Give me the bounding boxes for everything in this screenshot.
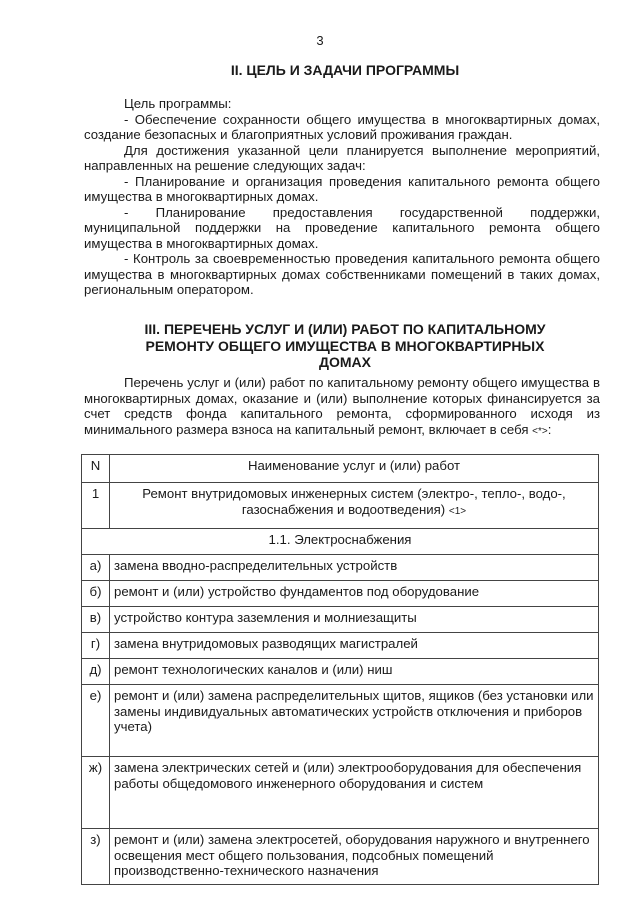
- table-row: [82, 685, 599, 757]
- item-text: ремонт и (или) устройство фундаментов под оборудование: [110, 581, 599, 607]
- item-letter: з): [82, 829, 110, 885]
- item-letter: г): [82, 633, 110, 659]
- goal-label: Цель программы:: [124, 96, 232, 111]
- subsection-title: 1.1. Электроснабжения: [82, 529, 599, 555]
- task-item: - Планирование и организация проведения капитального ремонта общего имущества в многоквартирных домах.: [84, 173, 600, 204]
- table-header-row: [82, 455, 599, 483]
- table-row: [82, 659, 599, 685]
- item-text: устройство контура заземления и молниезащиты: [110, 607, 599, 633]
- item-text: замена вводно-распределительных устройств: [110, 555, 599, 581]
- item-text: ремонт и (или) замена распределительных щитов, ящиков (без установки или замены индивидуальных автоматических устройств отключения и приборов учета): [110, 685, 599, 757]
- row-number: 1: [82, 483, 110, 529]
- row-1-text: Ремонт внутридомовых инженерных систем (электро-, тепло-, водо-, газоснабжения и водоотведения): [142, 486, 566, 517]
- row-name: [110, 483, 599, 529]
- col-number-header: N: [82, 455, 110, 483]
- item-text: ремонт и (или) замена электросетей, оборудования наружного и внутреннего освещения мест общего пользования, подсобных помещений производственно-технического назначения: [110, 829, 599, 885]
- table-row: [82, 829, 599, 885]
- section-3-intro-text: Перечень услуг и (или) работ по капитальному ремонту общего имущества в многоквартирных домах, оказание и (или) выполнение которых финансируется за счет средств фонда капитального ремонта, сформированного исходя из минимального размера взноса на капитальный ремонт, включает в себя: [84, 375, 600, 437]
- item-text: замена внутридомовых разводящих магистралей: [110, 633, 599, 659]
- item-text: ремонт технологических каналов и (или) ниш: [110, 659, 599, 685]
- item-letter: д): [82, 659, 110, 685]
- page-number: 3: [316, 33, 324, 48]
- services-table: [81, 454, 599, 885]
- tasks-intro: Для достижения указанной цели планируется выполнение мероприятий, направленных на решение следующих задач:: [84, 142, 600, 173]
- item-letter: в): [82, 607, 110, 633]
- task-item: - Планирование предоставления государственной поддержки, муниципальной поддержки на проведение капитального ремонта общего имущества в многоквартирных домах.: [84, 204, 600, 251]
- table-row: [82, 757, 599, 829]
- item-letter: б): [82, 581, 110, 607]
- section-3-heading: III. ПЕРЕЧЕНЬ УСЛУГ И (ИЛИ) РАБОТ ПО КАПИТАЛЬНОМУ РЕМОНТУ ОБЩЕГО ИМУЩЕСТВА В МНОГОКВАРТИРНЫХ ДОМАХ: [144, 321, 546, 370]
- table-row: [82, 555, 599, 581]
- item-letter: е): [82, 685, 110, 757]
- item-letter: а): [82, 555, 110, 581]
- section-2-heading: II. ЦЕЛЬ И ЗАДАЧИ ПРОГРАММЫ: [230, 62, 460, 78]
- table-row: [82, 483, 599, 529]
- footnote-marker: <*>: [532, 425, 548, 437]
- subsection-row: [82, 529, 599, 555]
- item-letter: ж): [82, 757, 110, 829]
- col-name-header: Наименование услуг и (или) работ: [110, 455, 599, 483]
- table-row: [82, 607, 599, 633]
- section-2-body: [84, 96, 600, 298]
- goal-text: - Обеспечение сохранности общего имущества в многоквартирных домах, создание безопасных и благоприятных условий проживания граждан.: [84, 111, 600, 142]
- task-item: - Контроль за своевременностью проведения капитального ремонта общего имущества в многоквартирных домах собственниками помещений в таких домах, региональным оператором.: [84, 251, 600, 297]
- table-row: [82, 581, 599, 607]
- item-text: замена электрических сетей и (или) электрооборудования для обеспечения работы общедомового инженерного оборудования и систем: [110, 757, 599, 829]
- intro-colon: :: [547, 421, 552, 437]
- row-1-footnote: <1>: [448, 505, 467, 517]
- table-row: [82, 633, 599, 659]
- section-3-intro: [84, 375, 600, 439]
